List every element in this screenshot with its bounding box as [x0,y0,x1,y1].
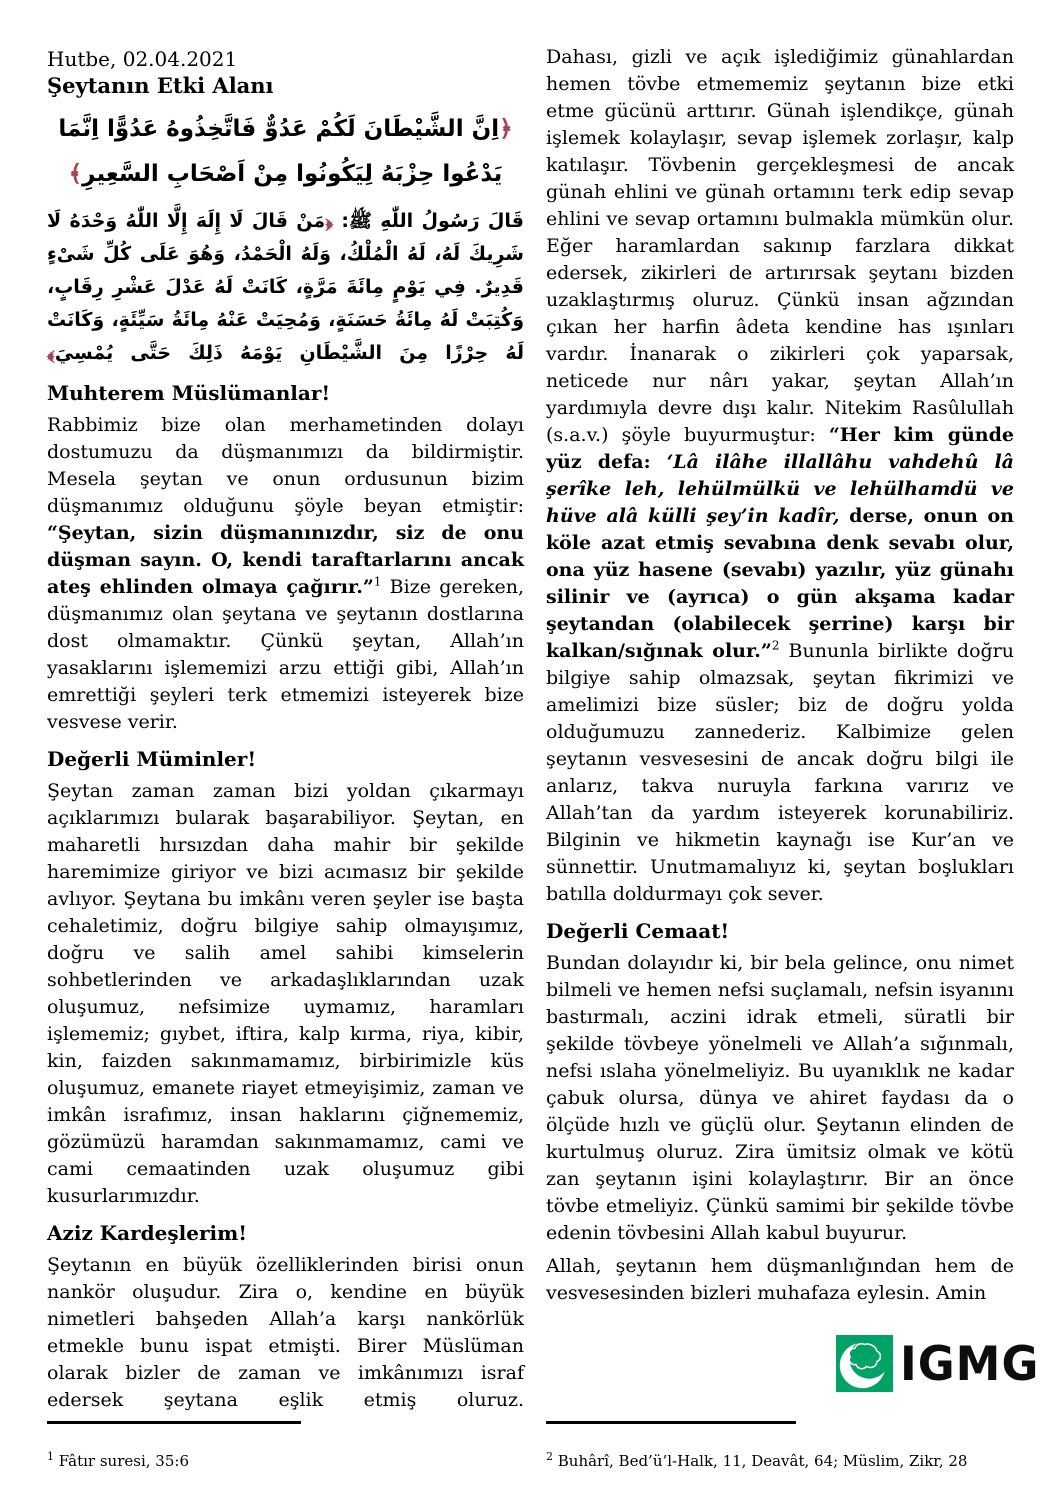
bold-quote-segment: derse, onun on köle azat etmiş sevabına denk sevabı olur, ona yüz hasene (sevabı) yazılır, yüz günahı silinir ve (ayrıca) o gün akşama kadar şeytandan (olabilecek şerrine) karşı bir kalkan/sığınak olur.” [546,505,1014,662]
right-column [546,44,1014,1313]
text-segment: Bize gereken, düşmanımız olan şeytana ve şeytanın dostlarına dost olmamaktır. Çünkü şeytan, Allah’ın yasaklarını işlememizi arzu ettiği gibi, Allah’ın emrettiği şeyleri terk etmemizi isteyerek bize vesvese verir. [47,576,524,733]
igmg-wordmark: IGMG [900,1335,1040,1391]
igmg-logo-icon [836,1335,893,1392]
heading-aziz-kardeslerim: Aziz Kardeşlerim! [47,1221,248,1245]
footnote-ref-2: 2 [771,638,780,653]
paragraph-5: Bundan dolayıdır ki, bir bela gelince, onu nimet bilmeli ve hemen nefsi suçlamalı, nefsin isyanını bastırmalı, aczini idrak etmeli, süratli bir şekilde tövbeye yönelmeli ve Allah’a sığınmalı, nefsi ıslaha yönelmeliyiz. Bu uyanıklık ne kadar çabuk olursa, dünya ve ahiret faydası da o ölçüde hızlı ve güçlü olur. Şeytanın elinden de kurtulmuş oluruz. Zira ümitsiz olmak ve kötü zan şeytanın işini kolaylaştırır. Bir an önce tövbe etmeliyiz. Çünkü samimi bir şekilde tövbe edenin tövbesini Allah kabul buyurur. [546,952,1014,1244]
igmg-logo [836,1334,1039,1392]
date-line: Hutbe, 02.04.2021 [47,47,238,71]
bold-quote-segment: “Her kim günde yüz defa: [546,424,1014,473]
footnote-1-marker: 1 [47,1450,54,1463]
paragraph-2: Şeytan zaman zaman bizi yoldan çıkarmayı açıklarımızı bularak başarabiliyor. Şeytan, en maharetli hırsızdan daha mahir bir şekilde haremimize giriyor ve bizi acımasız bir şekilde avlıyor. Şeytana bu imkânı veren şeyler ise başta cehaletimiz, doğru bilgiye sahip olmayışımız, doğru ve salih amel sahibi kimselerin sohbetlerinden ve arkadaşlıklarından uzak oluşumuz, nefsimize uymamız, haramları işlememiz; gıybet, iftira, kalp kırma, riya, kibir, kin, faizden sakınmamamız, birbirimizle küs oluşumuz, emanete riayet etmeyişimiz, zaman ve imkân israfımız, insan haklarını çiğnememiz, gözümüzü haramdan sakınmamamız, cami ve cami cemaatinden uzak oluşumuz gibi kusurlarımızdır. [47,780,524,1207]
footnote-2-text: Buhârî, Bed’ü’l-Halk, 11, Deavât, 64; Müslim, Zikr, 28 [553,1452,968,1470]
heading-muhterem-muslumanlar: Muhterem Müslümanlar! [47,381,331,405]
footnote-separator-right [546,1421,796,1424]
ornate-bracket-close: ﴾ [47,342,55,364]
paragraph-1 [47,412,524,736]
ornate-bracket-open: ﴿ [499,116,513,142]
footnote-ref-1: 1 [373,574,382,589]
ornate-bracket-open: ﴿ [325,210,333,232]
left-column [47,46,524,1420]
bold-quote-segment: “Şeytan, sizin düşmanınızdır, siz de onu düşman sayın. O, kendi taraftarlarını ancak ateş ehlinden olmaya çağırır.” [47,522,524,598]
hadith-arabic [47,205,524,370]
heading-degerli-muminler: Değerli Müminler! [47,747,257,771]
footnote-1 [47,1447,517,1471]
paragraph-4 [546,44,1014,908]
footnote-1-text: Fâtır suresi, 35:6 [54,1452,189,1470]
bold-italic-dhikr-segment: ‘Lâ ilâhe illallâhu vahdehû lâ şerîke leh, lehülmülkü ve lehülhamdü ve hüve alâ külli şey’in kadîr, [546,451,1014,527]
footnote-2 [546,1447,1016,1471]
hadith-text: مَنْ قَالَ لَا إِلَهَ إِلَّا اللّٰهُ وَحْدَهُ لَا شَرِيكَ لَهُ، لَهُ الْمُلْكُ، وَلَهُ الْحَمْدُ، وَهُوَ عَلَى كُلِّ شَىْءٍ قَدِيرٌ. فِي يَوْمٍ مِائَةَ مَرَّةٍ، كَانَتْ لَهُ عَدْلَ عَشْرِ رِقَابٍ، وَكُتِبَتْ لَهُ مِائَةُ حَسَنَةٍ، وَمُحِيَتْ عَنْهُ مِائَةُ سَيِّئَةٍ، وَكَانَتْ لَهُ حِرْزًا مِنَ الشَّيْطَانِ يَوْمَهُ ذَلِكَ حَتَّى يُمْسِيَ [47,210,524,364]
text-segment: Bununla birlikte doğru bilgiye sahip olmazsak, şeytan fikrimizi ve amelimizi bize süsler; biz de doğru yolda olduğumuzu zannederiz. Kalbimize gelen şeytanın vesvesesini de ancak doğru bilgi ile anlarız, takva nuruyla farkına varırız ve Allah’tan da yardım isteyerek korunabiliriz. Bilginin ve hikmetin kaynağı ise Kur’an ve sünnettir. Unutmamalıyız ki, şeytan boşlukları batılla doldurmayı çok sever. [546,640,1014,905]
quran-verse-arabic [47,107,524,197]
heading-degerli-cemaat: Değerli Cemaat! [546,919,730,943]
text-segment: Rabbimiz bize olan merhametinden dolayı dostumuzu da düşmanımızı da bildirmiştir. Mesela şeytan ve onun ordusunun bizim düşmanımız olduğunu şöyle beyan etmiştir: [47,414,524,517]
footnote-separator-left [47,1421,301,1424]
paragraph-3: Şeytanın en büyük özelliklerinden birisi onun nankör oluşudur. Zira o, kendine en büyük nimetleri bahşeden Allah’a karşı nankörlük etmekle bunu ispat etmişti. Birer Müslüman olarak bizler de zaman ve imkânımızı israf edersek şeytana eşlik etmiş oluruz. [47,1254,524,1411]
text-segment: Dahası, gizli ve açık işlediğimiz günahlardan hemen tövbe etmememiz şeytanın bize etki etme gücünü arttırır. Günah işlendikçe, günah işlemek kolaylaşır, sevap işlemek zorlaşır, kalp katılaşır. Tövbenin gerçekleşmesi de ancak günah ehlini ve günah ortamını terk edip sevap ehlini ve sevap ortamını bulmakla mümkün olur. Eğer haramlardan sakınıp farzlara dikkat edersek, zikirleri de artırırsak şeytanı bizden uzaklaştırmış oluruz. Çünkü insan ağzından çıkan her harfin âdeta kendine has ışınları vardır. İnanarak o zikirleri çok yaparsak, neticede nur nârı yakar, şeytan Allah’ın yardımıyla devre dışı kalır. Nitekim Rasûlullah (s.a.v.) şöyle buyurmuştur: [546,46,1014,446]
footnote-2-marker: 2 [546,1450,553,1463]
hadith-intro-text: قَالَ رَسُولُ اللّٰهِ ﷺ: [333,210,524,232]
ornate-bracket-close: ﴾ [68,161,83,187]
paragraph-6-dua: Allah, şeytanın hem düşmanlığından hem de vesvesesinden bizleri muhafaza eylesin. Amin [546,1255,1014,1304]
quran-verse-text: اِنَّ الشَّيْطَانَ لَكُمْ عَدُوٌّ فَاتَّخِذُوهُ عَدُوًّا اِنَّمَا يَدْعُوا حِزْبَهُ لِيَكُونُوا مِنْ اَصْحَابِ السَّعِيرِ [58,116,503,187]
document-title: Şeytanın Etki Alanı [47,73,274,98]
